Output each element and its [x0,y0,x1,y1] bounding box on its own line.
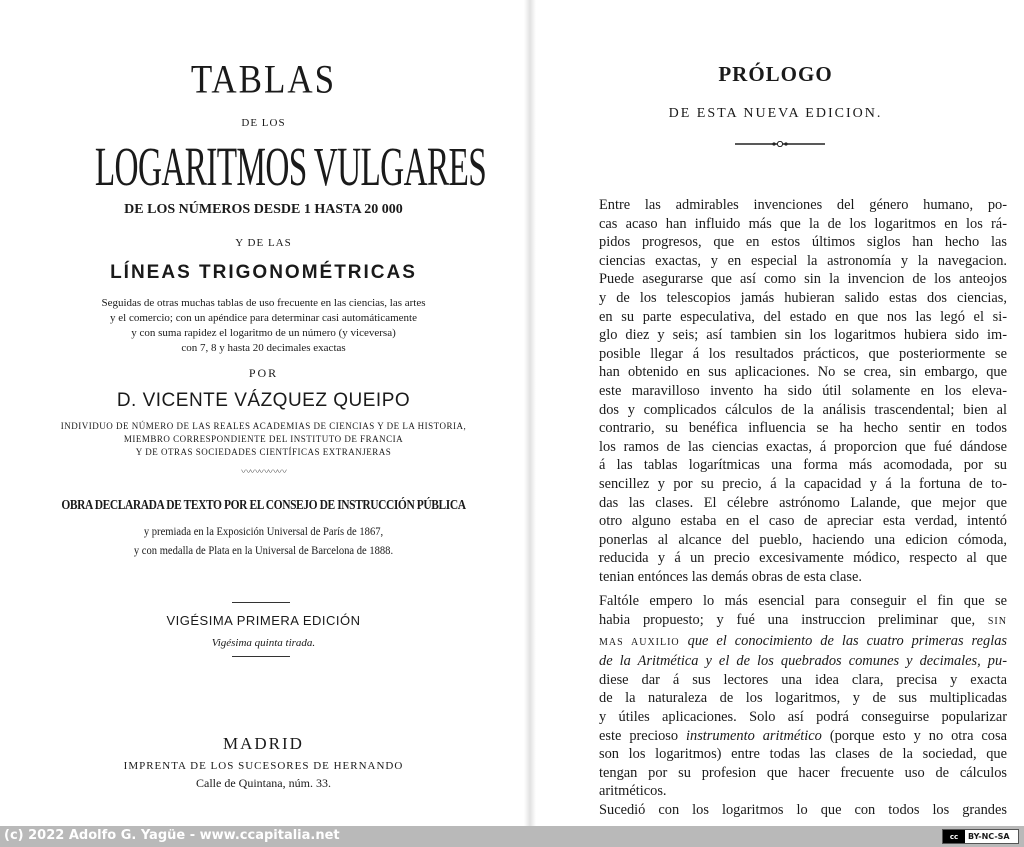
text-line: contrario, su benéfica influencia se ha hecho sentir en todos [599,420,1007,437]
text-fragment: habia propuesto; y fué una instruccion preliminar que, [599,612,988,629]
text-line: glo diez y seis; así tambien sin los logaritmos hubiera sido im- [599,327,1007,344]
premiada-line: y con medalla de Plata en la Universal de Barcelona de 1888. [133,543,394,557]
credential-line: Y DE OTRAS SOCIEDADES CIENTÍFICAS EXTRANJERAS [135,447,392,457]
description [0,296,527,356]
subtitle-y-de-las: Y DE LAS [235,237,292,249]
prologue-page [527,0,1024,826]
text-line: y de los telescopios jamás hubieran salido estas dos ciencias, [599,289,1007,306]
footer-bar [0,826,1024,847]
text-line: posible llegar á los resultados prácticos, que posteriormente se [599,345,1007,362]
text-line: este maravilloso invento ha sido útil solamente en los eleva- [599,382,1007,399]
city: MADRID [223,734,304,753]
text-line: tenian entónces las demás obras de esta clase. [599,568,862,585]
text-line: de la naturaleza de los logaritmos, y de sus multiplicadas [599,690,1007,707]
text-line: diese dar á sus lectores una idea clara, precisa y exacta [599,671,1007,688]
cc-icon: cc [943,830,965,843]
text-line: de la Aritmética y el de los quebrados comunes y decimales, pu- [599,653,1007,670]
text-line: reducida y á un precio excesivamente módico, respecto al que [599,550,1007,567]
text-line: sencillez y por su precio, á la capacidad y á la fortuna de to- [599,475,1007,492]
divider [232,602,290,603]
description-line: Seguidas de otras muchas tablas de uso frecuente en las ciencias, las artes [101,297,426,309]
tirada: Vigésima quinta tirada. [211,637,316,649]
text-line: otro alguno estaba en el caso de apreciar esta verdad, intentó [599,513,1007,530]
author-name: D. VICENTE VÁZQUEZ QUEIPO [116,390,411,411]
text-fragment: este precioso [599,727,687,744]
small-caps-text: SIN [987,616,1007,628]
text-line: ciencias exactas, y en especial la astronomía y la navegacion. [599,252,1007,269]
license-badge[interactable] [942,829,1019,844]
prologue-text [579,196,1007,820]
prologue-heading: PRÓLOGO [718,62,833,86]
text-line: aritméticos. [599,783,667,800]
printer: IMPRENTA DE LOS SUCESORES DE HERNANDO [123,760,404,772]
wave-ornament: 〰〰〰〰〰 [241,467,286,478]
credential-line: INDIVIDUO DE NÚMERO DE LAS REALES ACADEMIAS DE CIENCIAS Y DE LA HISTORIA, [60,421,467,431]
text-line: son los logaritmos) entre todas las clases de la sociedad, que [599,746,1007,763]
text-line: en su parte especulativa, del estado en que nos las legó el si- [599,308,1007,325]
ornament-rule [735,141,825,147]
text-line: Sucedió con los logaritmos lo que con todos los grandes [599,802,1007,818]
por-label: POR [248,366,279,380]
copyright-text: (c) 2022 Adolfo G. Yagüe - www.ccapitalia.net [4,828,340,843]
text-line: das las clases. El célebre astrónomo Lalande, que mejor que [599,494,1007,511]
edition: VIGÉSIMA PRIMERA EDICIÓN [166,613,361,628]
text-line: á las tablas logarítmicas una forma más acomodada, por su [599,457,1007,474]
text-line: pidos progresos, que en estos últimos siglos han hecho las [599,234,1007,251]
description-line: y con suma rapidez el logaritmo de un número (y viceversa) [131,327,396,339]
description-line: y el comercio; con un apéndice para determinar casi automáticamente [110,312,417,324]
prologue-subheading: DE ESTA NUEVA EDICION. [668,106,883,121]
title-logaritmos: LOGARITMOS VULGARES [94,137,487,198]
premiada [32,522,496,560]
text-line [579,632,1007,653]
license-label: BY-NC-SA [968,832,1010,841]
text-line [579,611,1007,632]
title-tablas: TABLAS [190,57,337,102]
divider [232,656,290,657]
text-fragment: (porque esto y no otra cosa [821,727,1007,744]
text-line: tengan por su profesion que hacer frecuente uso de cálculos [599,764,1007,781]
small-caps-text: MAS AUXILIO [599,636,680,648]
title-de-los: DE LOS [241,117,286,129]
text-line: los ramos de las ciencias exactas, á proporcion que fué dándose [599,438,1007,455]
italic-text: que el conocimiento de las cuatro primeras reglas [687,632,1007,649]
obra-declarada: OBRA DECLARADA DE TEXTO POR EL CONSEJO DE INSTRUCCIÓN PÚBLICA [61,498,466,513]
text-line: cas acaso han influido más que la de los logaritmos en los rá- [599,215,1007,232]
subtitle-lineas: LÍNEAS TRIGONOMÉTRICAS [110,262,417,283]
credential-line: MIEMBRO CORRESPONDIENTE DEL INSTITUTO DE FRANCIA [123,434,404,444]
text-line [579,727,1007,746]
premiada-line: y premiada en la Exposición Universal de París de 1867, [143,524,384,538]
text-line: Faltóle empero lo más esencial para conseguir el fin que se [599,593,1007,610]
subtitle-range: DE LOS NÚMEROS DESDE 1 HASTA 20 000 [124,202,403,217]
text-line: ponerlas al alcance del pueblo, haciendo una edicion cómoda, [599,531,1007,548]
italic-text: instrumento aritmético [686,727,822,744]
description-line: con 7, 8 y hasta 20 decimales exactas [181,342,346,354]
text-line: Puede asegurarse que así como sin la invencion de los anteojos [599,271,1007,288]
author-credentials [0,420,527,459]
address: Calle de Quintana, núm. 33. [196,776,331,790]
text-line: y útiles aplicaciones. Solo así podrá conseguirse popularizar [599,709,1007,726]
text-line: dos y complicados cálculos de la análisis trascendental; bien al [599,401,1007,418]
text-line: Entre las admirables invenciones del género humano, po- [599,197,1007,213]
text-line: han obtenido en sus aplicaciones. No se crea, sin embargo, que [599,364,1007,381]
